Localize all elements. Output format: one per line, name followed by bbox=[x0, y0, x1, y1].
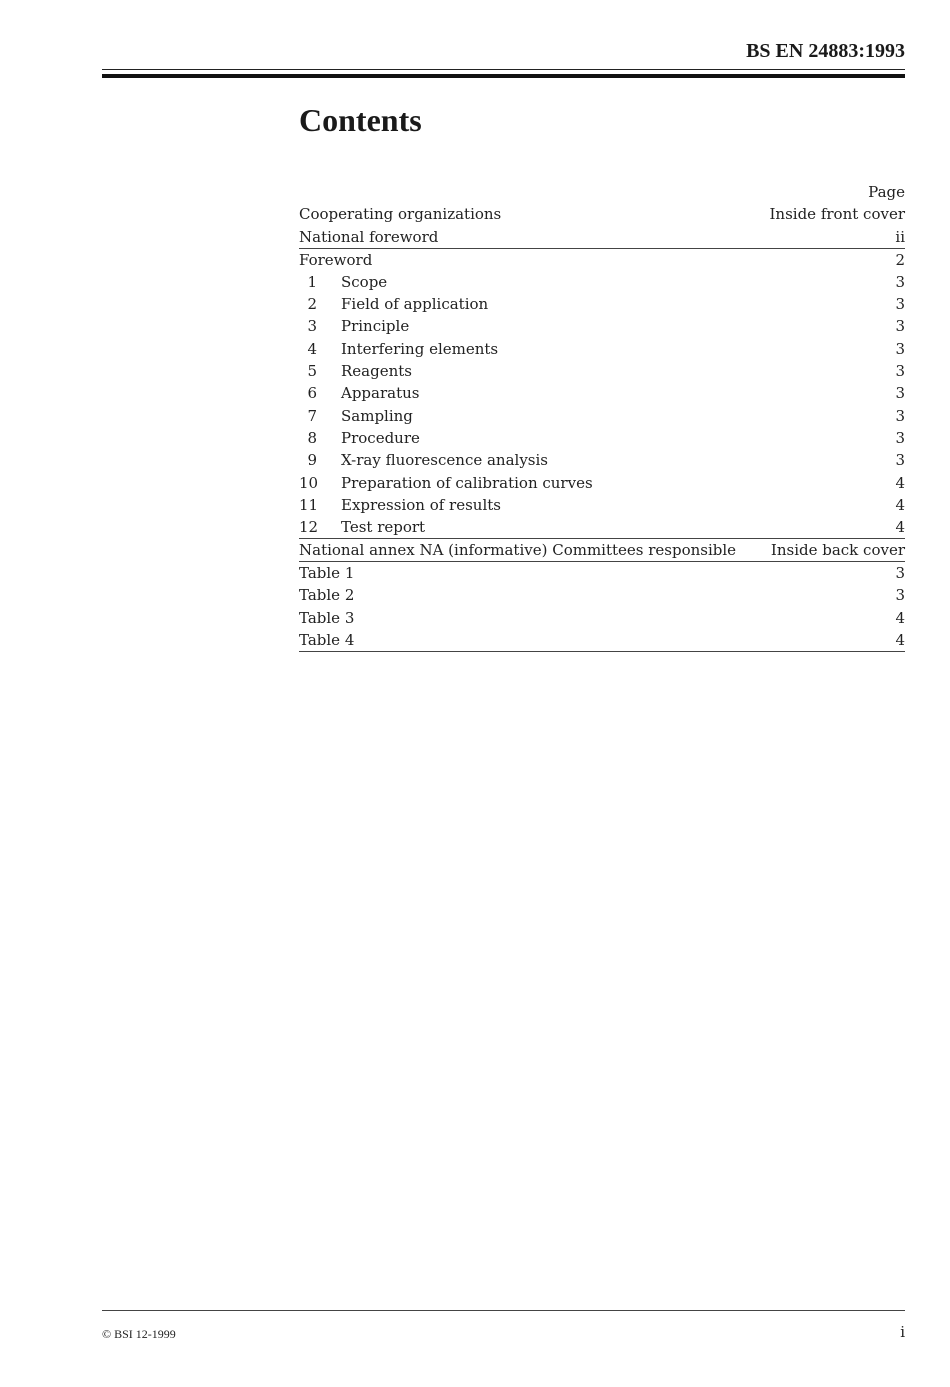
copyright-notice: © BSI 12-1999 bbox=[102, 1327, 176, 1341]
table-of-contents bbox=[299, 181, 905, 652]
toc-main-body bbox=[299, 249, 905, 540]
toc-clause[interactable]: 1 Scope 3 bbox=[307, 272, 905, 291]
page-title: Contents bbox=[299, 102, 422, 138]
toc-clause[interactable]: 8 Procedure 3 bbox=[307, 428, 905, 447]
document-id: BS EN 24883:1993 bbox=[746, 40, 905, 62]
footer-rule bbox=[102, 1310, 905, 1311]
toc-tables bbox=[299, 562, 905, 652]
toc-clause[interactable]: 7 Sampling 3 bbox=[307, 406, 905, 425]
toc-entry[interactable]: National annex NA (informative) Committees responsible Inside back cover bbox=[299, 541, 905, 560]
toc-clause[interactable]: 3 Principle 3 bbox=[307, 317, 905, 336]
toc-entry[interactable]: Table 1 3 bbox=[299, 564, 905, 583]
toc-entry[interactable]: Cooperating organizations Inside front cover bbox=[299, 205, 905, 224]
toc-entry[interactable]: Table 2 3 bbox=[299, 586, 905, 605]
header-rule-thin bbox=[102, 69, 905, 70]
toc-clause[interactable]: 9 X-ray fluorescence analysis 3 bbox=[307, 451, 905, 470]
toc-annex bbox=[299, 539, 905, 562]
toc-entry[interactable]: Foreword 2 bbox=[299, 250, 905, 269]
toc-page-column-header: Page bbox=[868, 183, 905, 201]
toc-clause[interactable]: 12 Test report 4 bbox=[299, 518, 905, 537]
toc-clause[interactable]: 2 Field of application 3 bbox=[307, 295, 905, 314]
toc-clause[interactable]: 6 Apparatus 3 bbox=[307, 384, 905, 403]
toc-clause[interactable]: 10 Preparation of calibration curves 4 bbox=[299, 473, 905, 492]
page-number: i bbox=[900, 1323, 905, 1341]
toc-entry[interactable]: National foreword ii bbox=[299, 227, 905, 246]
toc-entry[interactable]: Table 3 4 bbox=[299, 608, 905, 627]
toc-clause[interactable]: 5 Reagents 3 bbox=[307, 362, 905, 381]
toc-clause[interactable]: 4 Interfering elements 3 bbox=[307, 339, 905, 358]
toc-clause[interactable]: 11 Expression of results 4 bbox=[299, 495, 905, 514]
toc-entry[interactable]: Table 4 4 bbox=[299, 631, 905, 650]
header-rule-thick bbox=[102, 74, 905, 78]
toc-front-matter bbox=[299, 203, 905, 248]
